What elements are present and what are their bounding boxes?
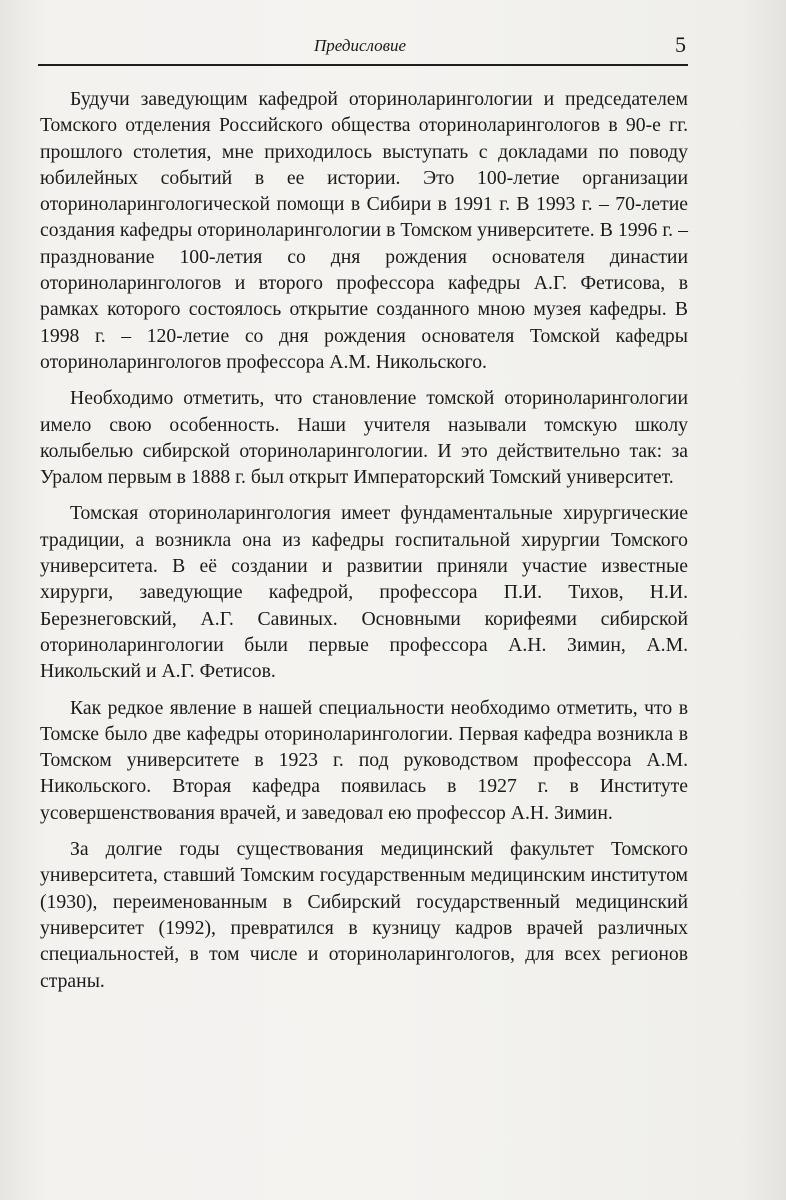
body-text bbox=[40, 86, 688, 1004]
paragraph: Как редкое явление в нашей специальности необходимо отметить, что в Томске было две кафедры оториноларингологии. Первая кафедра возникла в Томском университете в 1923 г. под руководством профессора А.М. Никольского. Вторая кафедра появилась в 1927 г. в Институте усовершенствования врачей, и заведовал ею профессор А.Н. Зимин. bbox=[40, 696, 688, 824]
paragraph: Томская оториноларингология имеет фундаментальные хирургические традиции, а возникла она из кафедры госпитальной хирургии Томского университета. В её создании и развитии приняли участие известные хирурги, заведующие кафедрой, профессора П.И. Тихов, Н.И. Березнеговский, А.Г. Савиных. Основными корифеями сибирской оториноларингологии были первые профессора А.Н. Зимин, А.М. Никольский и А.Г. Фетисов. bbox=[40, 502, 688, 683]
paragraph: Будучи заведующим кафедрой оториноларингологии и председателем Томского отделения Российского общества оториноларингологов в 90-е гг. прошлого столетия, мне приходилось выступать с докладами по поводу юбилейных событий в ее истории. Это 100-летие организации оториноларингологической помощи в Сибири в 1991 г. В 1993 г. – 70-летие создания кафедры оториноларингологии в Томском университете. В 1996 г. – празднование 100-летия со дня рождения основателя династии оториноларингологов и второго профессора кафедры А.Г. Фетисова, в рамках которого состоялось открытие созданного мною музея кафедры. В 1998 г. – 120-летие со дня рождения основателя Томской кафедры оториноларингологов профессора А.М. Никольского. bbox=[40, 88, 688, 373]
paragraph: За долгие годы существования медицинский факультет Томского университета, ставший Томским государственным медицинским институтом (1930), переименованным в Сибирский государственный медицинский университет (1992), превратился в кузницу кадров врачей различных специальностей, в том числе и оториноларингологов, для всех регионов страны. bbox=[40, 838, 688, 992]
page-number: 5 bbox=[675, 32, 686, 57]
running-header bbox=[38, 34, 688, 66]
section-title: Предисловие bbox=[314, 36, 407, 55]
paragraph: Необходимо отметить, что становление томской оториноларингологии имело свою особенность. Наши учителя называли томскую школу колыбелью сибирской оториноларингологии. И это действительно так: за Уралом первым в 1888 г. был открыт Императорский Томский университет. bbox=[40, 387, 688, 489]
